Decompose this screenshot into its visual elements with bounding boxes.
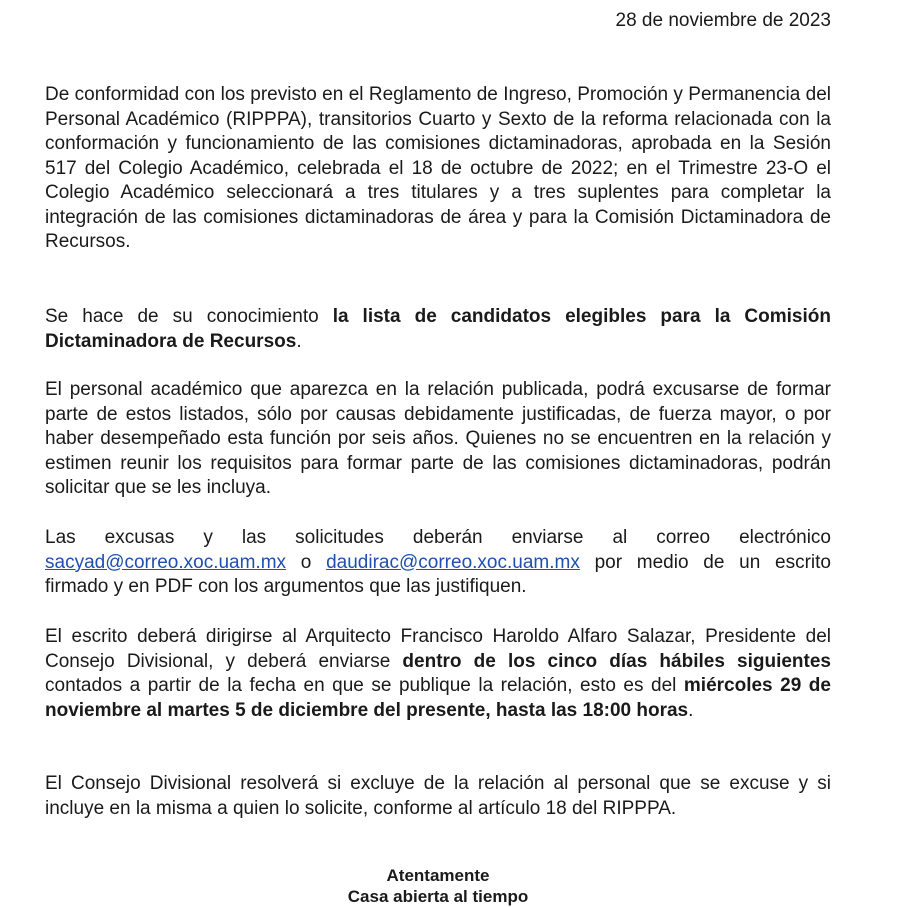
document-date: 28 de noviembre de 2023 <box>615 10 831 31</box>
submission-end: por medio de un escrito firmado y en PDF con los argumentos que las justifiquen. <box>45 551 831 597</box>
notice-bold: la lista de candidatos elegibles para la Comisión Dictaminadora de Recursos <box>45 306 831 352</box>
paragraph-submission <box>45 526 831 600</box>
closing-motto: Casa abierta al tiempo <box>347 887 529 906</box>
deadline-bold-dates: miércoles 29 de noviembre al martes 5 de diciembre del presente, hasta las 18:00 horas <box>45 675 831 721</box>
notice-end: . <box>296 330 302 352</box>
notice-text: Se hace de su conocimiento <box>45 306 333 327</box>
email-link-sacyad[interactable]: sacyad@correo.xoc.uam.mx <box>45 551 287 573</box>
deadline-text: El escrito deberá dirigirse al Arquitecto Francisco Haroldo Alfaro Salazar, Presidente del Consejo Divisional, y deberá enviarse <box>45 626 831 672</box>
paragraph-resolution: El Consejo Divisional resolverá si excluye de la relación al personal que se excuse y si incluye en la misma a quien lo solicite, conforme al artículo 18 del RIPPPA. <box>45 773 831 819</box>
submission-or: o <box>286 551 327 573</box>
paragraph-intro: De conformidad con los previsto en el Reglamento de Ingreso, Promoción y Permanencia del Personal Académico (RIPPPA), transitorios Cuarto y Sexto de la reforma relacionada con la conformación y funcionamiento de las comisiones dictaminadoras, aprobada en la Sesión 517 del Colegio Académico, celebrada el 18 de octubre de 2022; en el Trimestre 23-O el Colegio Académico seleccionará a tres titulares y a tres suplentes para completar la integración de las comisiones dictaminadoras de área y para la Comisión Dictaminadora de Recursos. <box>45 84 831 252</box>
email-link-daudirac[interactable]: daudirac@correo.xoc.uam.mx <box>326 551 580 573</box>
closing-greeting: Atentamente <box>386 866 490 885</box>
paragraph-deadline <box>45 625 831 723</box>
deadline-end: . <box>688 699 694 721</box>
paragraph-notice <box>45 305 831 354</box>
paragraph-excuses: El personal académico que aparezca en la relación publicada, podrá excusarse de formar parte de estos listados, sólo por causas debidamente justificadas, de fuerza mayor, o por haber desempeñado esta función por seis años. Quienes no se encuentren en la relación y estimen reunir los requisitos para formar parte de las comisiones dictaminadoras, podrán solicitar que se les incluya. <box>45 379 831 498</box>
deadline-mid: contados a partir de la fecha en que se publique la relación, esto es del <box>45 675 684 696</box>
submission-text: Las excusas y las solicitudes deberán enviarse al correo electrónico <box>45 527 831 548</box>
deadline-bold-period: dentro de los cinco días hábiles siguientes <box>402 650 831 672</box>
